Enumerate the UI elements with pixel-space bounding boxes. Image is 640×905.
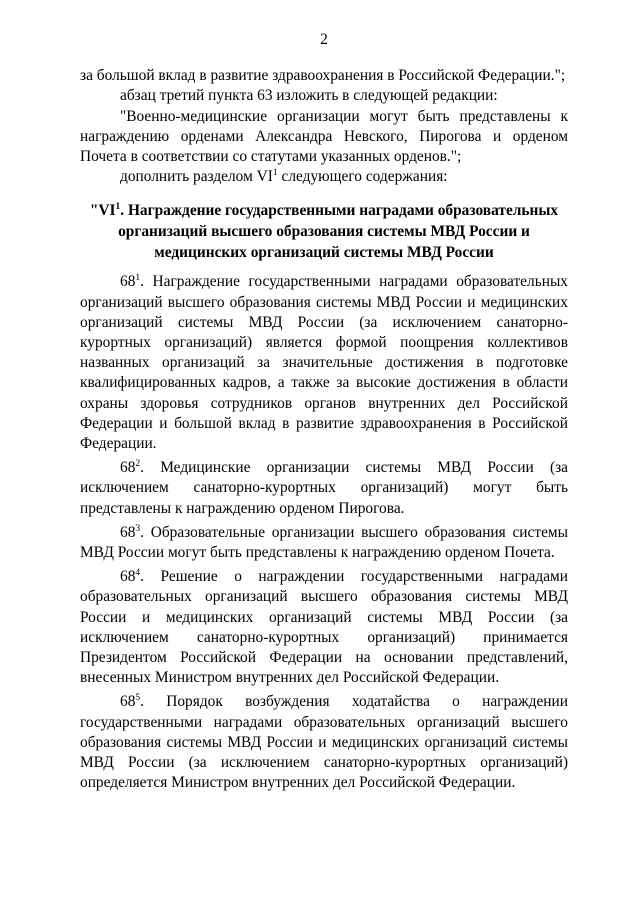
paragraph-number: 68 bbox=[120, 523, 136, 541]
paragraph-sup: 1 bbox=[135, 273, 141, 284]
text-line-2: абзац третий пункта 63 изложить в следующей редакции: bbox=[120, 87, 498, 105]
paragraph-sup: 5 bbox=[135, 693, 141, 704]
paragraph-sup: 4 bbox=[135, 568, 141, 579]
section-title-prefix: "VI bbox=[89, 202, 116, 220]
paragraph-68-5 bbox=[80, 692, 568, 793]
text-line-4-after: следующего содержания: bbox=[277, 168, 448, 186]
paragraph-sup: 2 bbox=[135, 459, 141, 470]
page-number: 2 bbox=[320, 31, 328, 48]
paragraph-number: 68 bbox=[120, 568, 136, 586]
text-line-4 bbox=[80, 167, 568, 187]
paragraph-number: 68 bbox=[120, 273, 136, 291]
paragraph-text: . Порядок возбуждения ходатайства о награждении государственными наградами образовательных организаций высшего образования системы МВД России и медицинских организаций системы МВД России (за исключением санаторно-курортных организаций) определяется Министром внутренних дел Российской Федерации. bbox=[80, 693, 568, 792]
paragraph-text: . Медицинские организации системы МВД России (за исключением санаторно-курортных организаций) могут быть представлены к награждению орденом Пирогова. bbox=[80, 459, 568, 517]
text-line-4-sup: 1 bbox=[272, 168, 278, 179]
paragraph-number: 68 bbox=[120, 459, 136, 477]
section-title-rest: . Награждение государственными наградами образовательных организаций высшего образования системы МВД России и медицинских организаций системы МВД России bbox=[118, 202, 559, 262]
text-line-4-before: дополнить разделом VI bbox=[120, 168, 273, 186]
paragraph-68-3 bbox=[80, 523, 568, 563]
paragraph-text: . Образовательные организации высшего образования системы МВД России могут быть представлены к награждению орденом Почета. bbox=[80, 523, 568, 562]
paragraph-number: 68 bbox=[120, 693, 136, 711]
paragraph-68-2 bbox=[80, 458, 568, 519]
text-line-1: за большой вклад в развитие здравоохранения в Российской Федерации."; bbox=[80, 67, 566, 85]
paragraph-68-4 bbox=[80, 567, 568, 688]
paragraph-text: . Награждение государственными наградами образовательных организаций высшего образования системы МВД России и медицинских организаций системы МВД России (за исключением санаторно-курортных организаций) является формой поощрения коллективов названных организаций за значительные достижения в подготовке квалифицированных кадров, а также за высокие достижения в области охраны здоровья сотрудников органов внутренних дел Российской Федерации и большой вклад в развитие здравоохранения в Российской Федерации. bbox=[80, 273, 568, 453]
text-line-3: "Военно-медицинские организации могут быть представлены к награждению орденами Александра Невского, Пирогова и орденом Почета в соответствии со статутами указанных орденов."; bbox=[80, 107, 568, 166]
paragraph-sup: 3 bbox=[135, 523, 141, 534]
paragraph-68-1 bbox=[80, 272, 568, 454]
section-title bbox=[80, 200, 568, 263]
paragraph-text: . Решение о награждении государственными наградами образовательных организаций высшего образования системы МВД России и медицинских организаций системы МВД России (за исключением санаторно-курортных организаций) принимается Президентом Российской Федерации на основании представлений, внесенных Министром внутренних дел Российской Федерации. bbox=[80, 568, 568, 687]
document-page bbox=[80, 30, 568, 794]
section-title-sup: 1 bbox=[115, 202, 121, 213]
